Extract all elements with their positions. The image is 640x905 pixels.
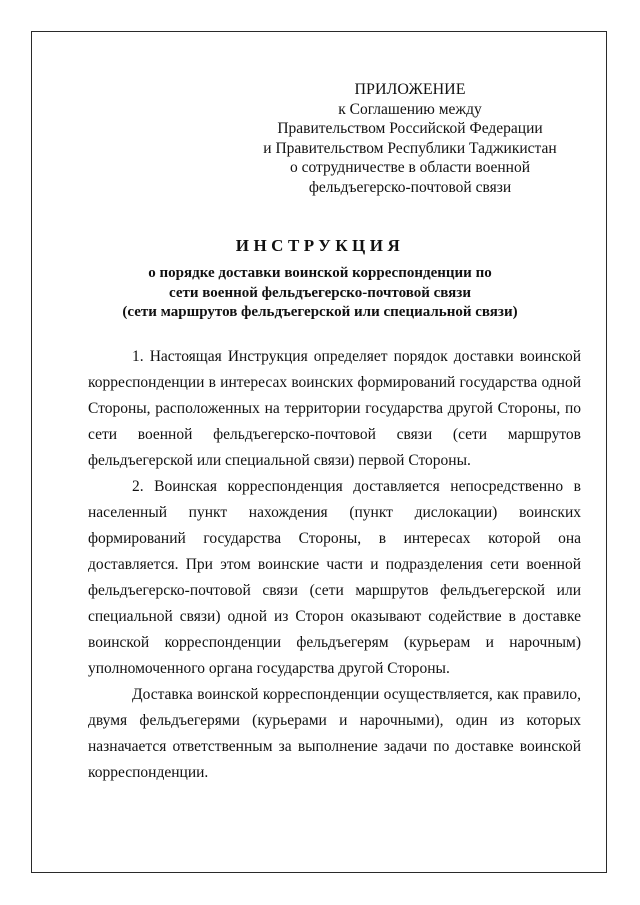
paragraph-line: формирований государства Стороны, в интересах которой она [88,530,581,547]
appendix-line: о сотрудничестве в области военной [289,159,531,176]
paragraph-line: воинской корреспонденции фельдъегерям (курьерам и нарочным) [88,634,581,651]
paragraph-2 [88,474,581,682]
paragraph-line: назначается ответственным за выполнение задачи по доставке воинской [88,738,581,755]
appendix-line: к Соглашению между [338,100,482,118]
paragraph-line: 1. Настоящая Инструкция определяет порядок доставки воинской [132,348,581,365]
subtitle-line: сети военной фельдъегерско-почтовой связи [169,284,471,301]
paragraph-line: Доставка воинской корреспонденции осуществляется, как правило, [132,686,581,703]
document-title: ИНСТРУКЦИЯ [235,236,405,255]
document-body [88,344,581,786]
paragraph-3 [88,682,581,786]
appendix-line: фельдъегерско-почтовой связи [308,178,512,196]
appendix-line: Правительством Российской Федерации [277,120,543,137]
paragraph-line: населенный пункт нахождения (пункт дислокации) воинских [88,504,581,521]
document-subtitle [40,264,600,323]
paragraph-line: фельдъегерско-почтовой связи (сети маршрутов фельдъегерской или [88,582,581,599]
paragraph-line: Стороны, расположенных на территории государства другой Стороны, по [88,400,581,417]
subtitle-line: (сети маршрутов фельдъегерской или специальной связи) [122,304,518,320]
subtitle-line: о порядке доставки воинской корреспонденции по [148,265,492,281]
paragraph-line: 2. Воинская корреспонденция доставляется непосредственно в [132,478,581,495]
paragraph-line: двумя фельдъегерями (курьерами и нарочными), один из которых [88,712,581,729]
appendix-line: и Правительством Республики Таджикистан [263,139,557,157]
appendix-block [260,80,560,197]
paragraph-line: сети военной фельдъегерско-почтовой связи (сети маршрутов [88,426,581,443]
paragraph-line: корреспонденции. [88,764,209,781]
paragraph-line: специальной связи) одной из Сторон оказывают содействие в доставке [88,608,581,625]
paragraph-line: корреспонденции в интересах воинских формирований государства одной [88,374,581,391]
paragraph-line: доставляется. При этом воинские части и подразделения сети военной [88,556,581,573]
paragraph-line: фельдъегерской или специальной связи) первой Стороны. [88,452,471,469]
paragraph-1 [88,344,581,474]
appendix-heading: ПРИЛОЖЕНИЕ [354,81,466,98]
paragraph-line: уполномоченного органа государства другой Стороны. [88,660,450,677]
